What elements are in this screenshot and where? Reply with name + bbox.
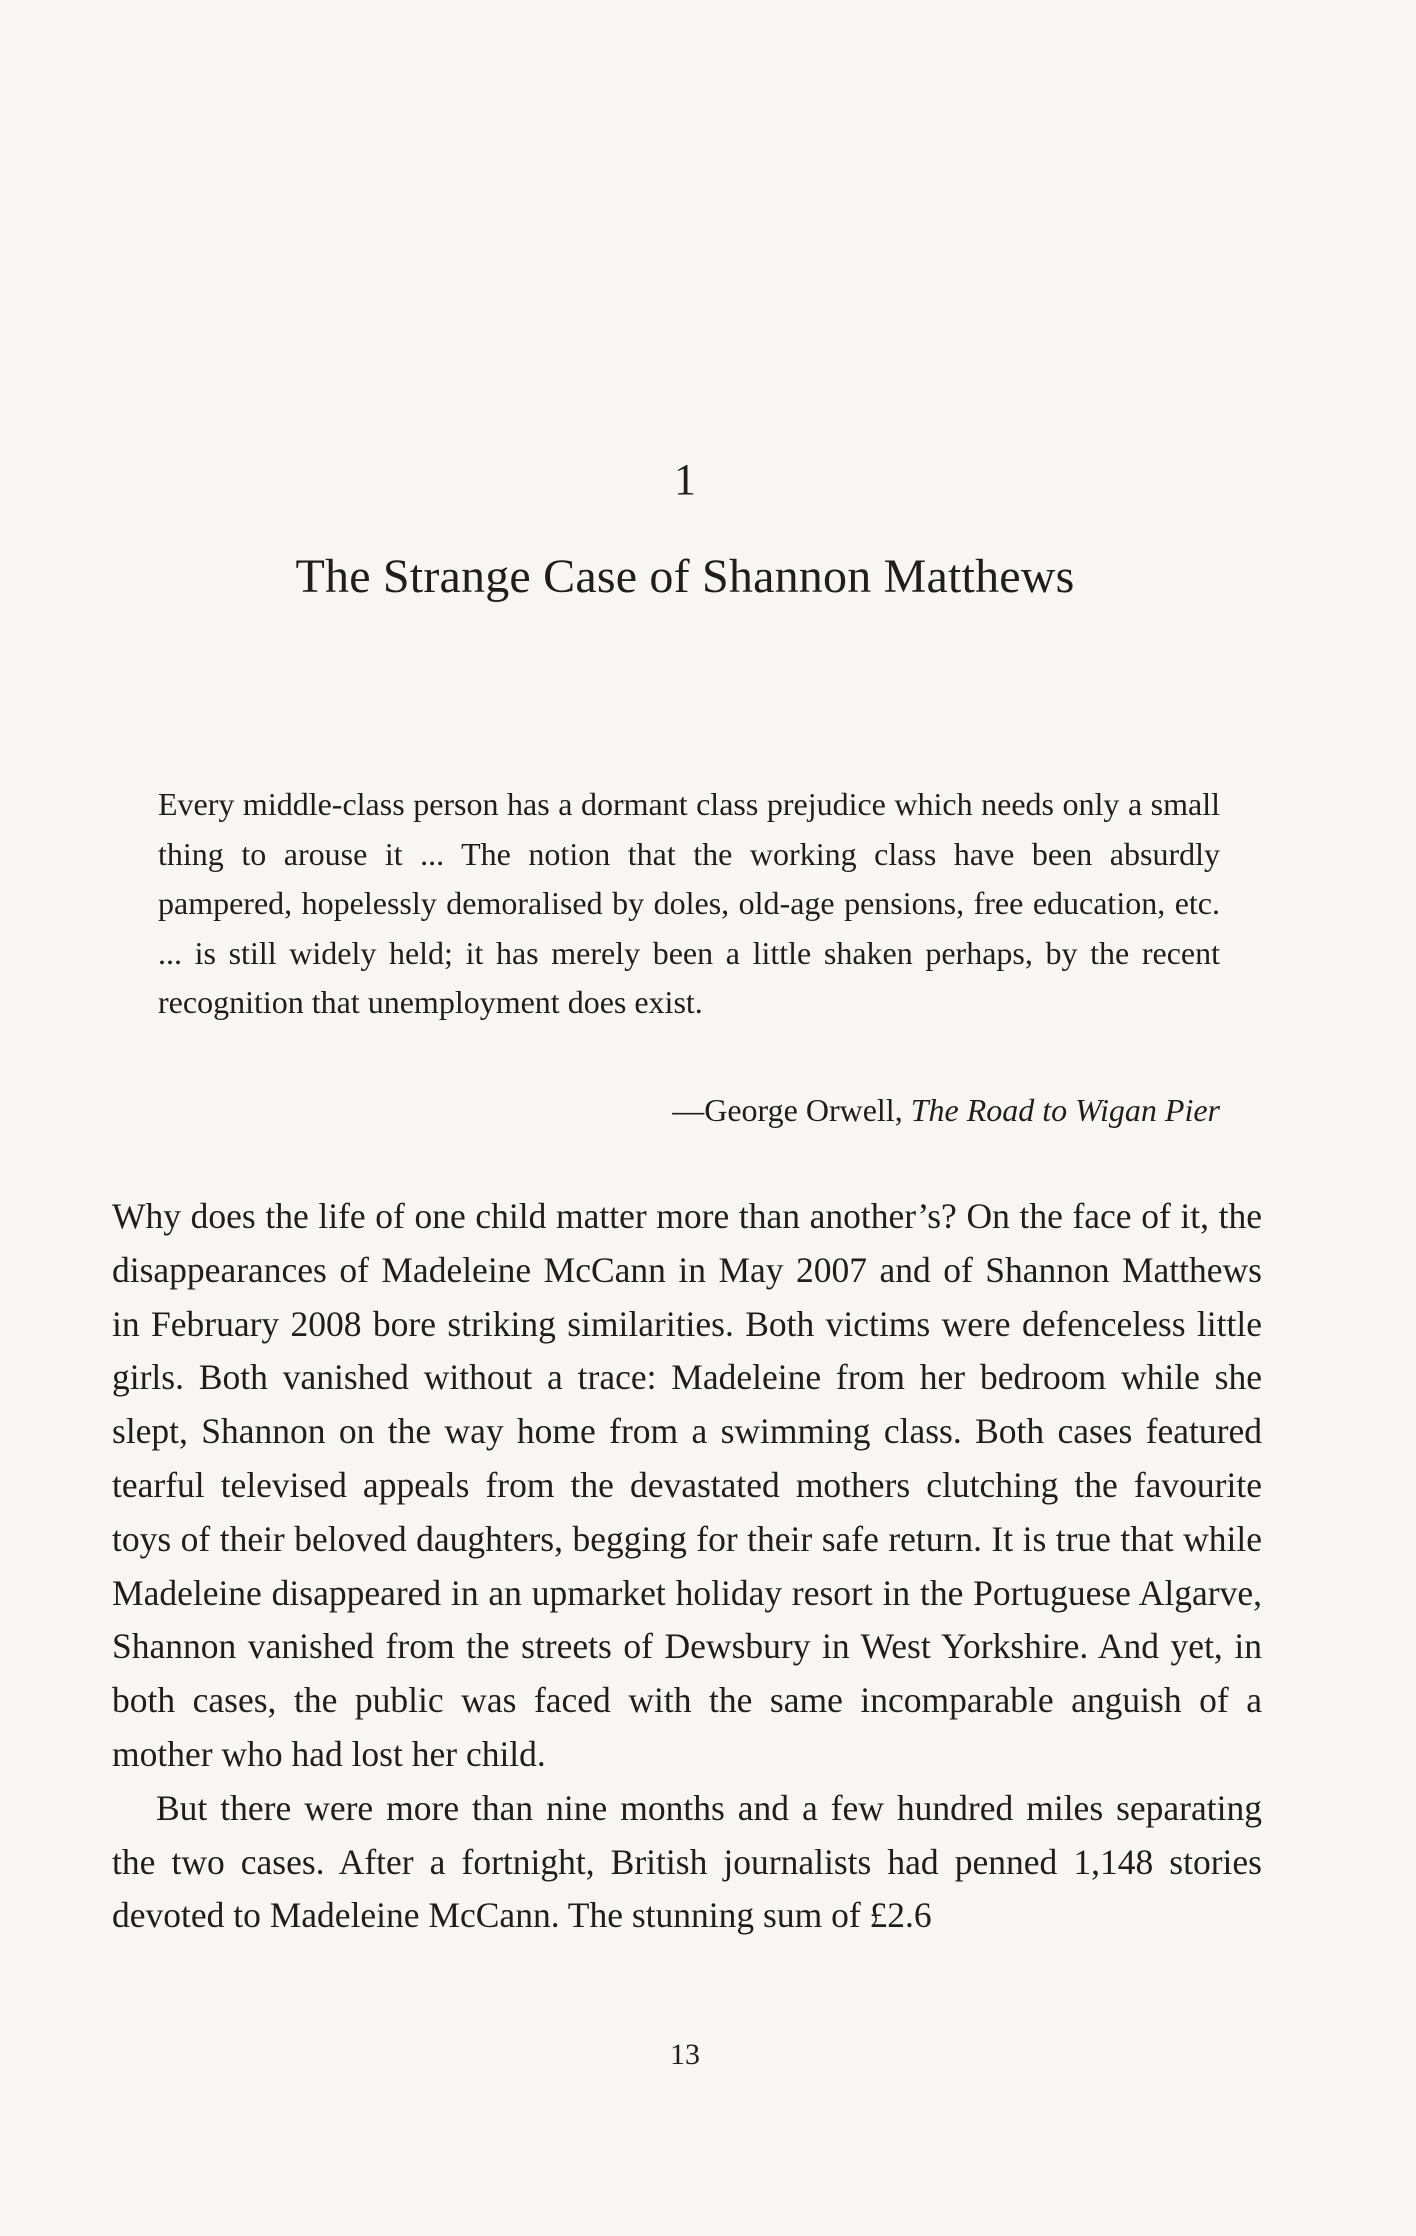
chapter-title: The Strange Case of Shannon Matthews bbox=[295, 550, 1075, 603]
epigraph-book-title: The Road to Wigan Pier bbox=[910, 1092, 1220, 1128]
body-text bbox=[112, 1190, 1262, 1943]
page-number: 13 bbox=[670, 2038, 700, 2071]
epigraph-author: —George Orwell, bbox=[672, 1092, 903, 1128]
body-paragraph: Why does the life of one child matter more than another’s? On the face of it, the disappearances of Madeleine McCann in May 2007 and of Shannon Matthews in February 2008 bore striking similarities. Both victims were defenceless little girls. Both vanished without a trace: Madeleine from her bedroom while she slept, Shannon on the way home from a swimming class. Both cases featured tearful televised appeals from the devastated mothers clutching the favourite toys of their beloved daughters, begging for their safe return. It is true that while Madeleine disappeared in an upmarket holiday resort in the Portuguese Algarve, Shannon vanished from the streets of Dewsbury in West Yorkshire. And yet, in both cases, the public was faced with the same incomparable anguish of a mother who had lost her child. bbox=[112, 1196, 1262, 1774]
chapter-number: 1 bbox=[674, 455, 696, 504]
epigraph-attribution bbox=[158, 1085, 1220, 1135]
epigraph-quote: Every middle-class person has a dormant class prejudice which needs only a small thing to arouse it ... The notion that the working class have been absurdly pampered, hopelessly demoralised by doles, old-age pensions, free education, etc. ... is still widely held; it has merely been a little shaken perhaps, by the recent recognition that unemployment does exist. bbox=[158, 786, 1220, 1020]
body-paragraph: But there were more than nine months and a few hundred miles separating the two cases. After a fortnight, British journalists had penned 1,148 stories devoted to Madeleine McCann. The stunning sum of £2.6 bbox=[112, 1787, 1262, 1936]
